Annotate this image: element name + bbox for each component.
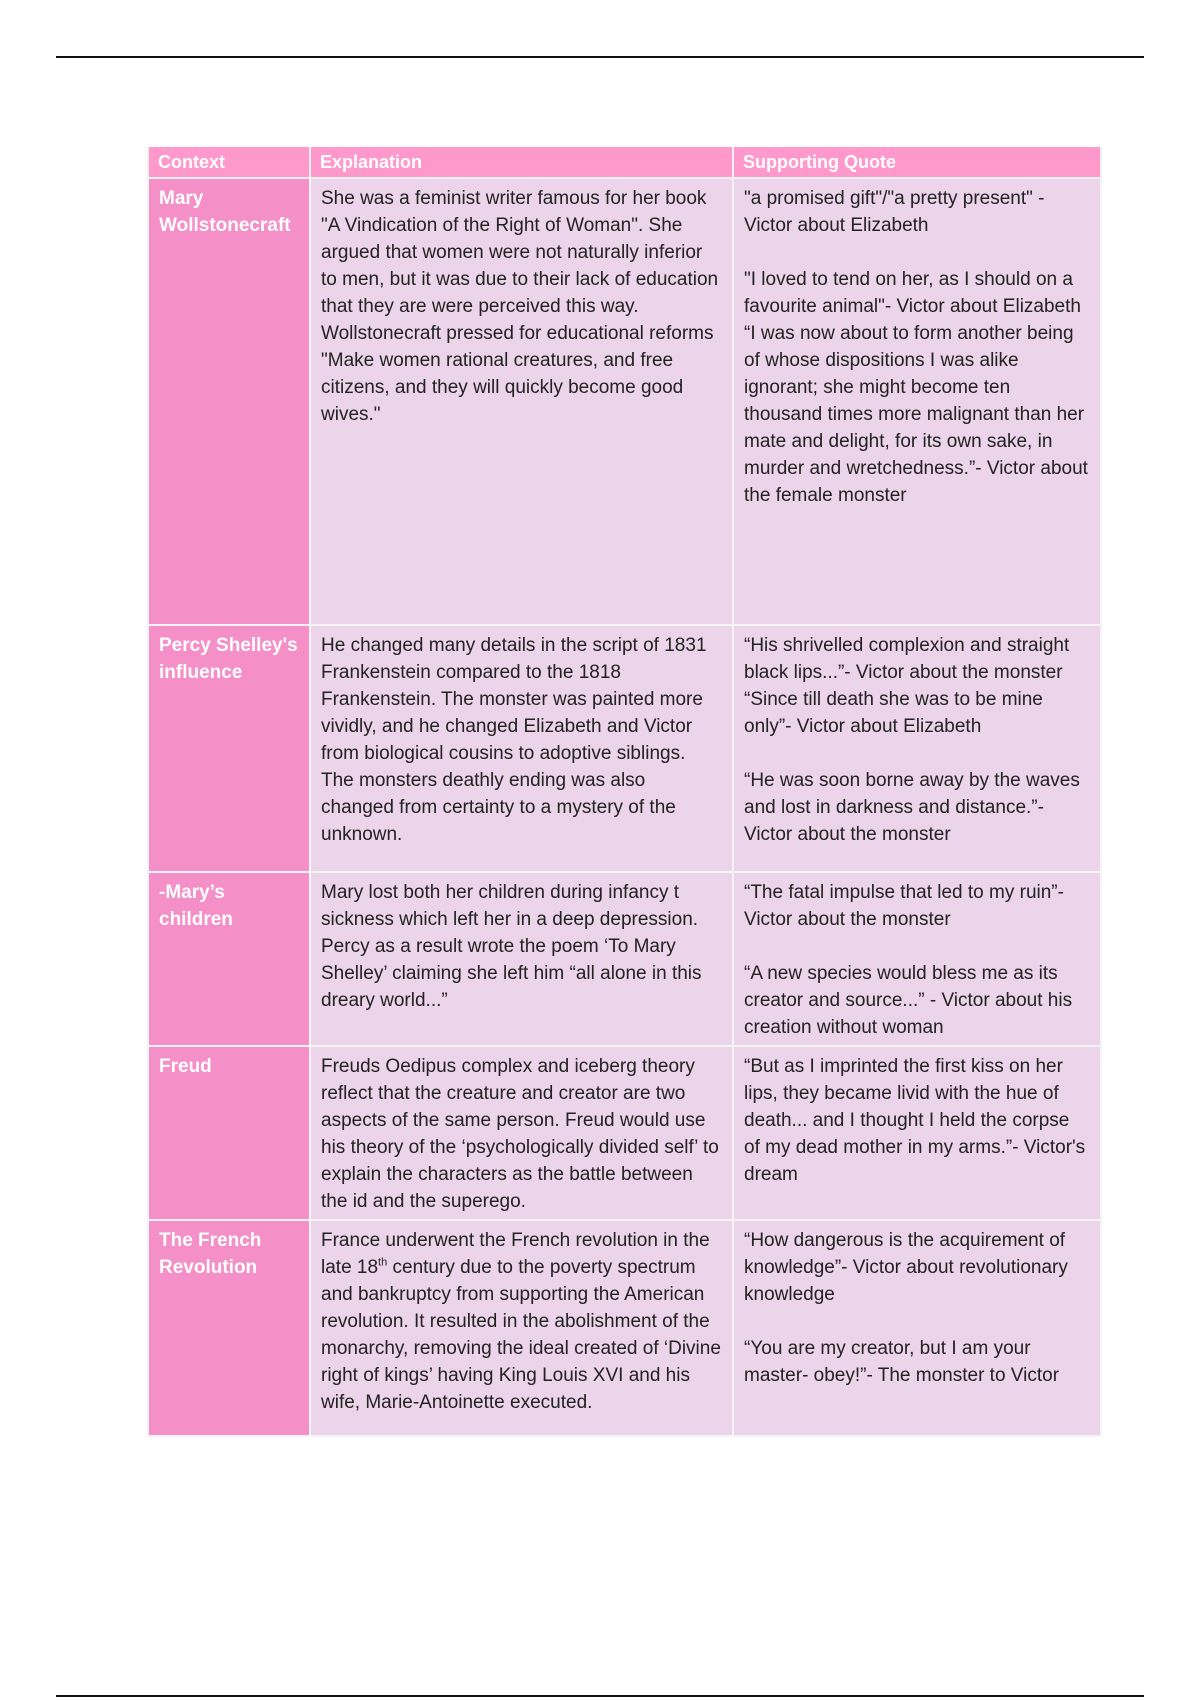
- explanation-cell: [310, 178, 733, 625]
- supporting-quote: “How dangerous is the acquirement of knowledge”- Victor about revolutionary knowledge: [744, 1230, 1068, 1305]
- table-row: [148, 178, 1101, 625]
- header-row: [148, 147, 1101, 178]
- explanation-cell: [310, 1046, 733, 1220]
- supporting-quote: “He was soon borne away by the waves and lost in darkness and distance.”-Victor about the monster: [744, 770, 1080, 845]
- supporting-quote: “Since till death she was to be mine only”- Victor about Elizabeth: [744, 689, 1043, 737]
- header-explanation: Explanation: [310, 147, 733, 178]
- quote-cell: [733, 1220, 1101, 1436]
- context-cell: The French Revolution: [148, 1220, 310, 1436]
- explanation-cell: [310, 625, 733, 872]
- supporting-quote: “I was now about to form another being of whose dispositions I was alike ignorant; she might become ten thousand times more malignant than her mate and delight, for its own sake, in murder and wretchedness.”- Victor about the female monster: [744, 323, 1088, 506]
- explanation-text: Mary lost both her children during infancy t sickness which left her in a deep depression. Percy as a result wrote the poem ‘To Mary Shelley’ claiming she left him “all alone in this dreary world...”: [321, 882, 702, 1011]
- quote-cell: [733, 625, 1101, 872]
- context-cell: Percy Shelley's influence: [148, 625, 310, 872]
- ordinal-suffix: th: [378, 1256, 388, 1269]
- bottom-rule: [56, 1695, 1144, 1697]
- explanation-text-start: France underwent the French revolution in the late 18: [321, 1230, 710, 1278]
- explanation-cell: [310, 1220, 733, 1436]
- supporting-quote: “His shrivelled complexion and straight black lips...”- Victor about the monster: [744, 635, 1070, 683]
- table-row: [148, 1220, 1101, 1436]
- table-row: [148, 625, 1101, 872]
- context-table: [147, 147, 1102, 1437]
- supporting-quote: “But as I imprinted the first kiss on her lips, they became livid with the hue of death... and I thought I held the corpse of my dead mother in my arms.”- Victor's dream: [744, 1056, 1086, 1185]
- explanation-text: [321, 1227, 722, 1416]
- explanation-text: She was a feminist writer famous for her book "A Vindication of the Right of Woman". She argued that women were not naturally inferior to men, but it was due to their lack of education that they are were perceived this way. Wollstonecraft pressed for educational reforms: [321, 188, 719, 344]
- context-cell: -Mary’s children: [148, 872, 310, 1046]
- table-row: [148, 1046, 1101, 1220]
- supporting-quote: "a promised gift"/"a pretty present" - Victor about Elizabeth: [744, 188, 1045, 236]
- table-row: [148, 872, 1101, 1046]
- supporting-quote: “You are my creator, but I am your master- obey!”- The monster to Victor: [744, 1338, 1060, 1386]
- quote-cell: [733, 178, 1101, 625]
- supporting-quote: "I loved to tend on her, as I should on a favourite animal"- Victor about Elizabeth: [744, 269, 1081, 317]
- supporting-quote: “The fatal impulse that led to my ruin”- Victor about the monster: [744, 882, 1064, 930]
- header-supporting-quote: Supporting Quote: [733, 147, 1101, 178]
- explanation-text-end: century due to the poverty spectrum and bankruptcy from supporting the American revolution. It resulted in the abolishment of the monarchy, removing the ideal created of ‘Divine right of kings’ having King Louis XVI and his wife, Marie-Antoinette executed.: [321, 1257, 721, 1413]
- context-cell: Mary Wollstonecraft: [148, 178, 310, 625]
- quote-cell: [733, 872, 1101, 1046]
- quote-cell: [733, 1046, 1101, 1220]
- explanation-quote: "Make women rational creatures, and free citizens, and they will quickly become good wives.": [321, 350, 684, 425]
- context-cell: Freud: [148, 1046, 310, 1220]
- explanation-cell: [310, 872, 733, 1046]
- explanation-text: He changed many details in the script of 1831 Frankenstein compared to the 1818 Frankenstein. The monster was painted more vividly, and he changed Elizabeth and Victor from biological cousins to adoptive siblings. The monsters deathly ending was also changed from certainty to a mystery of the unknown.: [321, 635, 707, 845]
- top-rule: [56, 56, 1144, 58]
- explanation-text: Freuds Oedipus complex and iceberg theory reflect that the creature and creator are two aspects of the same person. Freud would use his theory of the ‘psychologically divided self’ to explain the characters as the battle between the id and the superego.: [321, 1056, 719, 1212]
- header-context: Context: [148, 147, 310, 178]
- supporting-quote: “A new species would bless me as its creator and source...” - Victor about his creation without woman: [744, 963, 1073, 1038]
